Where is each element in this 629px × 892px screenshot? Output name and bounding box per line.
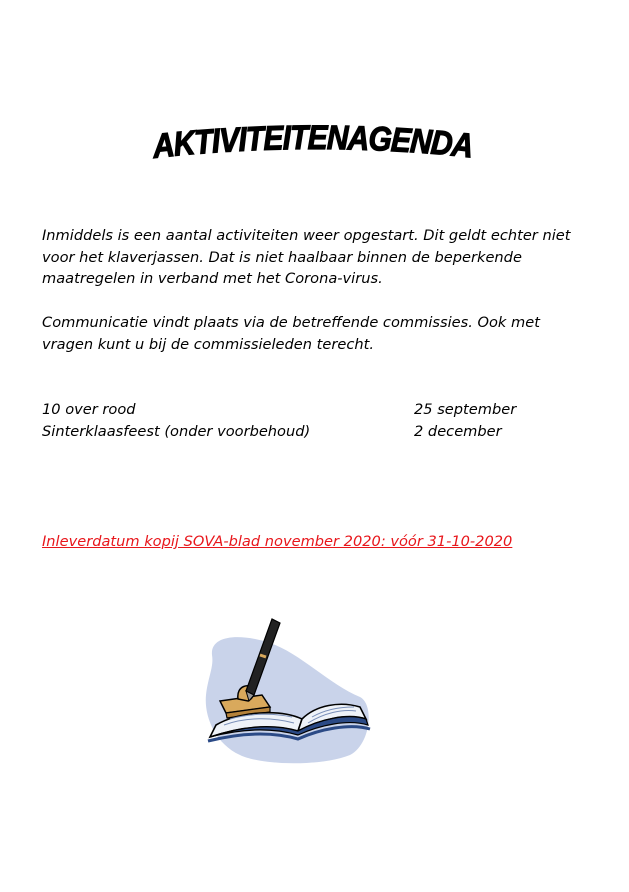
agenda-item (42, 399, 582, 421)
agenda-item-date: 25 september (414, 401, 517, 418)
deadline-notice: Inleverdatum kopij SOVA-blad november 2020: vóór 31-10-2020 (42, 533, 513, 550)
book-and-pen-icon (200, 615, 372, 767)
agenda-item (42, 421, 582, 443)
title-text: AKTIVITEITENAGENDA (150, 118, 478, 166)
communication-paragraph: Communicatie vindt plaats via de betreffende commissies. Ook met vragen kunt u bij de commissieleden terecht. (42, 314, 540, 353)
agenda-item-name: Sinterklaasfeest (onder voorbehoud) (42, 423, 311, 440)
agenda-item-date: 2 december (414, 423, 502, 440)
page-title (150, 118, 480, 170)
agenda-item-name: 10 over rood (42, 401, 136, 418)
intro-paragraph: Inmiddels is een aantal activiteiten weer opgestart. Dit geldt echter niet voor het klaverjassen. Dat is niet haalbaar binnen de beperkende maatregelen in verband met het Corona-virus. (42, 227, 571, 288)
svg-text:AKTIVITEITENAGENDA (150, 118, 478, 166)
